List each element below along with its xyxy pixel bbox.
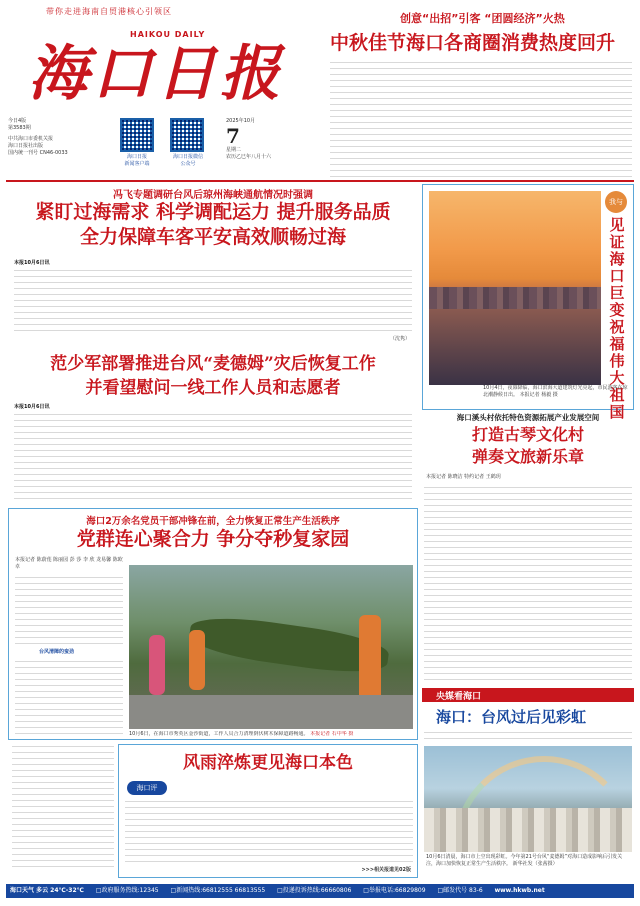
story2-body [14,412,412,500]
cctv-section [422,688,634,878]
worker-figure [149,635,165,695]
story2-lead: 本报10月6日讯 [14,404,50,410]
footer-hotline-gov: □政府服务热线:12345 [95,887,159,894]
story1-body [14,268,412,336]
story3-headline: 党群连心聚合力 争分夺秒复家园 [76,528,350,550]
right-story-byline: 本报记者 陈晓洁 特约记者 王鹤玥 [426,474,501,480]
story1-kicker: 冯飞专题调研台风后琼州海峡通航情况时强调 [113,190,313,201]
sunset-city-photo [429,191,601,385]
feature-photo-caption: 10月4日，夜幕降临，海口滨海大道建筑灯光亮起，市民游客在琼北潮静候日出。 本报记者 杨毅 摄 [483,385,628,398]
story1-headline-1: 紧盯过海需求 科学调配运力 提升服务品质 [35,201,391,223]
story3-byline: 本报记者 陈蔚莲 陈丽园 彭 莎 李 欣 龙易馨 陈欧卓 [15,557,123,570]
story3-caption: 10月6日，在海口市秀英区金沙街道，工作人员合力清理倒伏树木保障道路畅通。 本报记者 石中华 摄 [129,731,354,737]
vertical-title: 见证海口巨变 祝福伟大祖国 [609,216,625,421]
top-story-kicker: 创意“出招”引客 “团圆经济”火热 [400,12,565,25]
masthead-slogan: 带你走进海南自贸港核心引领区 [46,7,172,16]
story2-headline-1: 范少军部署推进台风“麦德姆”灾后恢复工作 [50,354,376,374]
road [129,695,413,729]
vertical-title-badge: 我与 [605,191,627,213]
masthead [8,6,326,178]
story-feiFeng [8,186,418,348]
right-story-headline-1: 打造古琴文化村 [471,425,584,444]
footer-hotline-news: □新闻热线:66812555 66813555 [170,887,266,894]
worker-figure [359,615,381,705]
top-story-headline: 中秋佳节海口各商圈消费热度回升 [330,32,616,54]
qr-code-app [120,118,154,152]
right-story-kicker: 海口溪头村依托特色资源拓展产业发展空间 [456,413,600,422]
cctv-caption: 10月6日清晨，海口市上空出现彩虹。今年第21号台风“麦德姆”对海口造成影响后引发关注，海口加快恢复正常生产生活秩序。 新华社发（张茜摄） [426,854,623,867]
story1-byline: （沈隽） [389,336,410,342]
story3-kicker: 海口2万余名党员干部冲锋在前，全力恢复正常生产生活秩序 [86,516,340,527]
right-story-headline-2: 弹奏文旅新乐章 [471,447,584,466]
rainbow-city-photo [424,746,632,852]
commentary-badge: 海口评 [127,781,167,795]
footer-website[interactable]: www.hkwb.net [494,887,545,894]
date-block: 2025年10月 7 星期二 农历乙巳年八月十六 [226,118,272,160]
sea-reflection [429,309,601,385]
worker-figure [189,630,205,690]
publisher-info: 中共海口市委机关报 海口日报社出版 国内统一刊号 CN46-0033 [8,136,68,156]
skyline [429,287,601,309]
cctv-band-label: 央媒看海口 [436,692,482,702]
divider [6,180,634,182]
city-buildings [424,808,632,852]
footer-bar [6,884,634,898]
cctv-band [422,688,634,702]
story2-headline-2: 并看望慰问一线工作人员和志愿者 [85,378,341,398]
story1-headline-2: 全力保障车客平安高效顺畅过海 [79,226,346,248]
story-guqin-village [422,412,634,684]
story3-continued-body [12,744,114,872]
masthead-en-title: HAIKOU DAILY [130,30,206,39]
footer-weather: 海口天气 多云 24℃-32℃ [10,887,84,894]
masthead-logo: 海口日报 [28,39,284,109]
story4-headline: 风雨淬炼更见海口本色 [183,753,353,773]
story-partyMembers [8,508,418,740]
top-story-body [330,60,632,178]
story4-body [125,799,413,863]
footer-hotline-delivery: □投递投诉热线:66660806 [277,887,352,894]
top-story [330,10,632,180]
story3-body-left-2 [15,659,123,735]
qr-label-wechat: 海口日报微信 公众号 [172,154,203,167]
footer-hotline-report: □举报电话:66829809 [363,887,426,894]
footer-postal-code: □邮发代号 83-6 [437,887,483,894]
qr-code-wechat [170,118,204,152]
typhoon-cleanup-photo [129,565,413,729]
story-commentary [118,744,418,878]
story3-body-left [15,575,123,647]
story3-subhead: 台风清障的蛮劲 [39,649,75,655]
issue-info: 今日4版 第3583期 [8,118,31,131]
story4-footer: >>>相关报道见02版 [361,867,411,873]
story1-lead: 本报10月6日讯 [14,260,50,266]
story-fanShaojun [8,352,418,504]
cctv-headline: 海口：台风过后见彩虹 [436,708,587,726]
cctv-body [424,730,632,744]
right-story-body [424,485,632,685]
qr-label-app: 海口日报 新闻客户端 [124,154,150,167]
